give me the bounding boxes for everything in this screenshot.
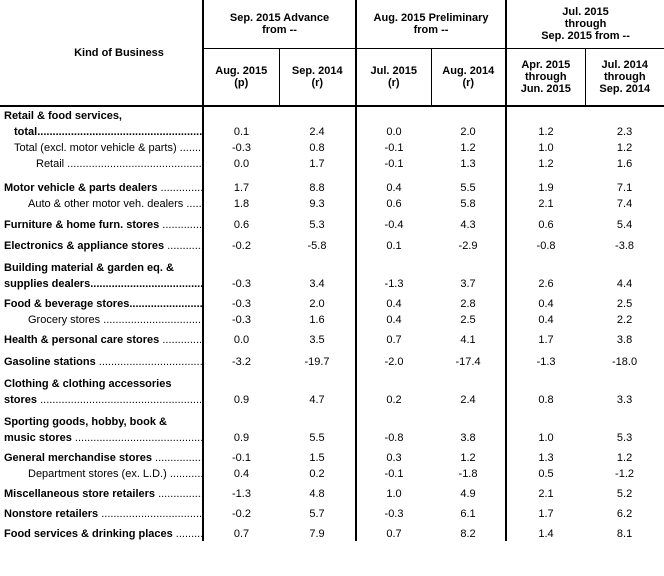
value-cell: 0.5 xyxy=(538,468,554,480)
table-row xyxy=(0,429,664,445)
row-label-cell xyxy=(0,485,203,501)
row-label-cell xyxy=(0,353,203,369)
col-header-line1: Aug. 2015 xyxy=(215,64,268,77)
value-cell xyxy=(203,259,279,275)
value-cell: 0.7 xyxy=(386,334,402,346)
value-cell: 9.3 xyxy=(279,195,356,211)
value-cell xyxy=(585,413,664,429)
table-row xyxy=(0,449,664,465)
value-cell xyxy=(431,375,506,391)
row-label-cell xyxy=(0,195,203,211)
value-cell: 3.7 xyxy=(431,275,506,291)
value-cell xyxy=(279,413,356,429)
table-row xyxy=(0,259,664,275)
row-label: General merchandise stores ..... xyxy=(4,452,203,464)
row-label-cell xyxy=(0,237,203,253)
group-title-line2: through xyxy=(564,17,607,30)
value-cell: 5.2 xyxy=(616,488,633,500)
value-cell: -1.3 xyxy=(536,356,556,368)
value-cell: 1.2 xyxy=(431,139,506,155)
table-row xyxy=(0,195,664,211)
value-cell xyxy=(506,259,585,275)
col-header-line1: Aug. 2014 xyxy=(442,64,495,77)
value-cell: 0.0 xyxy=(386,126,402,138)
row-label: Grocery stores ..... xyxy=(4,314,203,326)
row-label: total ..... xyxy=(4,126,203,138)
spacer-cell xyxy=(585,171,664,179)
group-header-jul-sep xyxy=(506,0,664,48)
row-label: Nonstore retailers ..... xyxy=(4,508,203,520)
value-cell: 1.2 xyxy=(538,158,554,170)
value-cell: 0.1 xyxy=(233,126,250,138)
value-cell: 0.9 xyxy=(233,394,250,406)
value-cell xyxy=(203,413,279,429)
row-label-cell xyxy=(0,331,203,347)
value-cell: -0.3 xyxy=(232,314,251,326)
value-cell: 1.9 xyxy=(538,182,554,194)
row-label: stores ..... xyxy=(4,394,203,406)
value-cell: 5.4 xyxy=(616,219,633,231)
group-title-line1: Sep. 2015 Advance xyxy=(229,11,330,24)
value-cell: -0.3 xyxy=(232,142,251,154)
table-row xyxy=(0,353,664,369)
value-cell: 2.1 xyxy=(538,198,554,210)
value-cell: 0.4 xyxy=(386,314,402,326)
row-label: Building material & garden eq. & xyxy=(4,262,174,274)
value-cell: -0.3 xyxy=(384,508,404,520)
value-cell: -0.8 xyxy=(536,240,556,252)
value-cell: 3.5 xyxy=(279,331,356,347)
value-cell xyxy=(506,413,585,429)
table-row xyxy=(0,331,664,347)
col-header-line2: (r) xyxy=(311,76,324,89)
value-cell xyxy=(585,259,664,275)
value-cell: 0.9 xyxy=(233,432,250,444)
row-label-cell xyxy=(0,275,203,291)
value-cell: 1.3 xyxy=(431,155,506,171)
col-header-line2: through xyxy=(604,70,646,83)
value-cell: 1.2 xyxy=(616,452,633,464)
col-header xyxy=(279,48,356,106)
value-cell: -0.1 xyxy=(384,142,404,154)
value-cell: 1.7 xyxy=(233,182,250,194)
row-label: supplies dealers ..... xyxy=(4,278,203,290)
spacer-cell xyxy=(356,171,431,179)
group-title-line2: from -- xyxy=(413,23,449,36)
value-cell: 7.9 xyxy=(279,525,356,541)
value-cell xyxy=(356,375,431,391)
table-row xyxy=(0,106,664,123)
value-cell: 0.4 xyxy=(386,182,402,194)
col-header xyxy=(431,48,506,106)
row-label-cell xyxy=(0,413,203,429)
value-cell: 0.8 xyxy=(538,394,554,406)
col-header-line2: (p) xyxy=(234,76,249,89)
value-cell: 5.7 xyxy=(279,505,356,521)
group-title-line1: Jul. 2015 xyxy=(562,5,609,18)
row-label-cell xyxy=(0,179,203,195)
table-row xyxy=(0,525,664,541)
group-header-aug-preliminary xyxy=(356,0,506,48)
value-cell xyxy=(431,413,506,429)
value-cell: 1.7 xyxy=(279,155,356,171)
value-cell: 0.4 xyxy=(386,298,402,310)
table-row xyxy=(0,123,664,139)
col-header-line2: through xyxy=(525,70,567,83)
value-cell: 0.1 xyxy=(386,240,402,252)
value-cell: 4.7 xyxy=(279,391,356,407)
table-row xyxy=(0,275,664,291)
value-cell: -0.2 xyxy=(232,240,251,252)
value-cell: 0.2 xyxy=(386,394,402,406)
value-cell: 4.3 xyxy=(431,216,506,232)
value-cell: -3.8 xyxy=(615,240,635,252)
value-cell: 0.2 xyxy=(279,465,356,481)
row-label-cell xyxy=(0,155,203,171)
value-cell: 1.2 xyxy=(616,142,633,154)
row-label-cell xyxy=(0,295,203,311)
value-cell: 5.8 xyxy=(431,195,506,211)
value-cell xyxy=(356,106,431,123)
table-row xyxy=(0,465,664,481)
col-header-line1: Jul. 2015 xyxy=(370,64,417,77)
row-label-cell xyxy=(0,311,203,327)
row-label: Auto & other motor veh. dealers ..... xyxy=(4,198,203,210)
value-cell: -0.1 xyxy=(384,158,404,170)
value-cell: -0.3 xyxy=(232,298,251,310)
value-cell xyxy=(279,106,356,123)
col-header-line1: Apr. 2015 xyxy=(521,58,571,71)
value-cell: 4.1 xyxy=(431,331,506,347)
value-cell: -2.0 xyxy=(384,356,404,368)
row-label: Furniture & home furn. stores ..... xyxy=(4,219,203,231)
value-cell: 0.6 xyxy=(386,198,402,210)
row-label: Motor vehicle & parts dealers ..... xyxy=(4,182,203,194)
value-cell: 2.0 xyxy=(279,295,356,311)
value-cell xyxy=(356,413,431,429)
value-cell: 8.1 xyxy=(616,528,633,540)
value-cell: 4.4 xyxy=(616,278,633,290)
group-title-line1: Aug. 2015 Preliminary xyxy=(373,11,489,24)
value-cell: 8.8 xyxy=(279,179,356,195)
row-label-cell xyxy=(0,391,203,407)
table-row xyxy=(0,485,664,501)
value-cell xyxy=(506,106,585,123)
value-cell: 4.9 xyxy=(431,485,506,501)
row-label: Clothing & clothing accessories xyxy=(4,378,172,390)
table-row xyxy=(0,375,664,391)
value-cell: 2.3 xyxy=(616,126,633,138)
col-header xyxy=(203,48,279,106)
value-cell: 5.5 xyxy=(431,179,506,195)
value-cell: 3.8 xyxy=(431,429,506,445)
table-row xyxy=(0,311,664,327)
value-cell: 0.4 xyxy=(538,314,554,326)
row-label-cell xyxy=(0,123,203,139)
value-cell xyxy=(203,375,279,391)
row-label: Sporting goods, hobby, book & xyxy=(4,416,167,428)
value-cell: 2.4 xyxy=(431,391,506,407)
value-cell xyxy=(279,375,356,391)
row-label: Food services & drinking places ..... xyxy=(4,528,203,540)
value-cell: -0.1 xyxy=(232,452,251,464)
value-cell: -3.2 xyxy=(232,356,251,368)
value-cell: 2.1 xyxy=(538,488,554,500)
value-cell: 1.6 xyxy=(279,311,356,327)
value-cell: 1.3 xyxy=(538,452,554,464)
value-cell xyxy=(431,106,506,123)
row-label: Health & personal care stores ..... xyxy=(4,334,203,346)
value-cell: -1.3 xyxy=(384,278,404,290)
value-cell: 5.3 xyxy=(279,216,356,232)
value-cell: 1.2 xyxy=(431,449,506,465)
value-cell: 1.0 xyxy=(538,432,554,444)
value-cell xyxy=(506,375,585,391)
value-cell: 0.4 xyxy=(233,468,250,480)
row-label: Food & beverage stores ..... xyxy=(4,298,203,310)
table-row xyxy=(0,155,664,171)
value-cell: 1.8 xyxy=(233,198,250,210)
row-label-cell xyxy=(0,429,203,445)
spacer-cell xyxy=(431,171,506,179)
table-row xyxy=(0,139,664,155)
row-label: Gasoline stations ..... xyxy=(4,356,203,368)
table-row xyxy=(0,505,664,521)
row-spacer xyxy=(0,171,664,179)
col-header-line2: (r) xyxy=(462,76,475,89)
value-cell: 2.6 xyxy=(538,278,554,290)
value-cell: 2.5 xyxy=(431,311,506,327)
value-cell: -19.7 xyxy=(279,353,356,369)
row-label-cell xyxy=(0,505,203,521)
row-label: music stores ..... xyxy=(4,432,203,444)
col-header-line2: (r) xyxy=(387,76,400,89)
table-row xyxy=(0,413,664,429)
col-header-line1: Sep. 2014 xyxy=(291,64,343,77)
value-cell: -0.3 xyxy=(232,278,251,290)
value-cell: -0.4 xyxy=(384,219,404,231)
value-cell: 1.0 xyxy=(386,488,402,500)
col-header-line3: Jun. 2015 xyxy=(520,82,571,95)
value-cell: 1.7 xyxy=(538,334,554,346)
value-cell: -0.1 xyxy=(384,468,404,480)
group-title-line2: from -- xyxy=(262,23,297,36)
value-cell: -0.2 xyxy=(232,508,251,520)
value-cell: 3.4 xyxy=(279,275,356,291)
value-cell: 8.2 xyxy=(431,525,506,541)
value-cell: -17.4 xyxy=(431,353,506,369)
row-label-cell xyxy=(0,216,203,232)
value-cell: 1.5 xyxy=(279,449,356,465)
value-cell: 1.7 xyxy=(538,508,554,520)
col-header-line1: Jul. 2014 xyxy=(601,58,649,71)
value-cell: 0.6 xyxy=(233,219,250,231)
col-header xyxy=(585,48,664,106)
row-label-cell xyxy=(0,525,203,541)
table-row xyxy=(0,179,664,195)
value-cell: 7.1 xyxy=(616,182,633,194)
row-label-cell xyxy=(0,259,203,275)
value-cell xyxy=(279,259,356,275)
value-cell: 1.0 xyxy=(538,142,554,154)
row-label-cell xyxy=(0,139,203,155)
value-cell: 6.2 xyxy=(616,508,633,520)
spacer-cell xyxy=(506,171,585,179)
value-cell: 0.3 xyxy=(386,452,402,464)
value-cell xyxy=(356,259,431,275)
col-header xyxy=(356,48,431,106)
kind-of-business-header: Kind of Business xyxy=(0,0,203,106)
col-header-line3: Sep. 2014 xyxy=(599,82,651,95)
table-row xyxy=(0,391,664,407)
value-cell: -18.0 xyxy=(612,356,638,368)
value-cell: 0.6 xyxy=(538,219,554,231)
value-cell: 7.4 xyxy=(616,198,633,210)
value-cell: 2.8 xyxy=(431,295,506,311)
row-label: Retail & food services, xyxy=(4,110,122,122)
value-cell: 0.7 xyxy=(386,528,402,540)
value-cell: -1.3 xyxy=(232,488,251,500)
table-row xyxy=(0,216,664,232)
value-cell: 2.0 xyxy=(431,123,506,139)
spacer-cell xyxy=(279,171,356,179)
value-cell xyxy=(203,106,279,123)
row-label-cell xyxy=(0,106,203,123)
value-cell: 0.0 xyxy=(233,158,250,170)
row-label: Department stores (ex. L.D.) ..... xyxy=(4,468,203,480)
value-cell: -1.8 xyxy=(431,465,506,481)
value-cell: 6.1 xyxy=(431,505,506,521)
row-label: Total (excl. motor vehicle & parts) ..... xyxy=(4,142,203,154)
value-cell: 5.3 xyxy=(616,432,633,444)
row-label-cell xyxy=(0,449,203,465)
value-cell: -1.2 xyxy=(615,468,635,480)
value-cell: 2.5 xyxy=(616,298,633,310)
value-cell: -0.8 xyxy=(384,432,404,444)
value-cell: 0.4 xyxy=(538,298,554,310)
row-label: Retail ..... xyxy=(4,158,203,170)
value-cell: 3.3 xyxy=(616,394,633,406)
table-row xyxy=(0,295,664,311)
spacer-cell xyxy=(203,171,279,179)
group-header-sep-advance xyxy=(203,0,356,48)
row-label: Electronics & appliance stores ..... xyxy=(4,240,203,252)
row-label-cell xyxy=(0,375,203,391)
value-cell: 2.4 xyxy=(279,123,356,139)
value-cell: 0.8 xyxy=(279,139,356,155)
value-cell: 1.2 xyxy=(538,126,554,138)
value-cell: 5.5 xyxy=(279,429,356,445)
value-cell: 3.8 xyxy=(616,334,633,346)
value-cell: -5.8 xyxy=(279,237,356,253)
value-cell: 1.4 xyxy=(538,528,554,540)
row-label-cell xyxy=(0,465,203,481)
value-cell: -2.9 xyxy=(431,237,506,253)
value-cell: 0.0 xyxy=(233,334,250,346)
value-cell xyxy=(585,106,664,123)
group-title-line3: Sep. 2015 from -- xyxy=(541,29,630,42)
table-row xyxy=(0,237,664,253)
value-cell: 2.2 xyxy=(616,314,633,326)
value-cell: 0.7 xyxy=(233,528,250,540)
col-header xyxy=(506,48,585,106)
value-cell: 1.6 xyxy=(616,158,633,170)
spacer-cell xyxy=(0,171,203,179)
value-cell xyxy=(431,259,506,275)
value-cell: 4.8 xyxy=(279,485,356,501)
value-cell xyxy=(585,375,664,391)
row-label: Miscellaneous store retailers ..... xyxy=(4,488,203,500)
